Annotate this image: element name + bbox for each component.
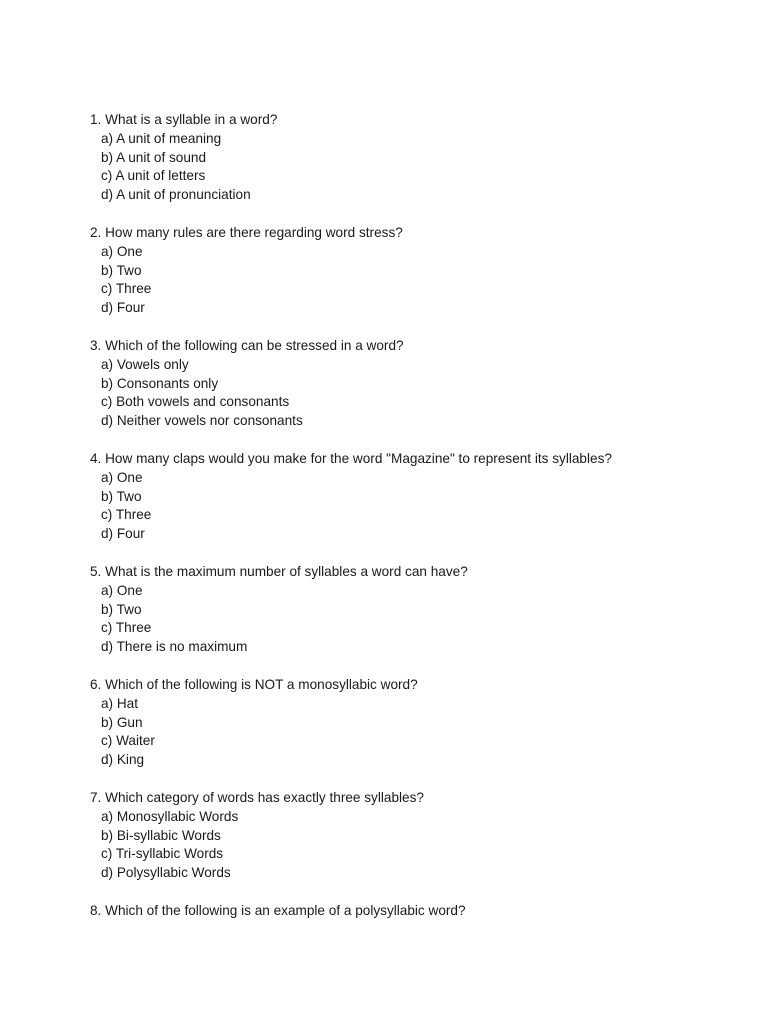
answer-option: b) Two [101,601,142,617]
question-text: 2. How many rules are there regarding word stress? [90,224,403,240]
answer-option: a) Hat [101,695,139,711]
question-6 [90,676,740,770]
answer-option: a) One [101,469,143,485]
answer-option: a) One [101,582,143,598]
question-5 [90,563,740,657]
question-8 [90,902,740,921]
quiz-document [90,111,740,940]
answer-option: c) Tri-syllabic Words [101,846,224,862]
answer-option: d) There is no maximum [101,639,248,655]
answer-option: b) Two [101,488,142,504]
answer-option: d) Four [101,300,145,316]
answer-option: b) A unit of sound [101,149,207,165]
answer-option: d) A unit of pronunciation [101,187,251,203]
question-text: 7. Which category of words has exactly three syllables? [90,789,424,805]
answer-option: c) A unit of letters [101,168,206,184]
question-text: 8. Which of the following is an example of a polysyllabic word? [90,902,466,918]
answer-option: d) Four [101,526,145,542]
answer-option: c) Three [101,281,152,297]
answer-option: b) Two [101,262,142,278]
question-7 [90,789,740,883]
question-text: 1. What is a syllable in a word? [90,112,278,127]
answer-option: c) Three [101,620,152,636]
answer-option: c) Waiter [101,733,155,749]
question-text: 3. Which of the following can be stressed in a word? [90,337,404,353]
answer-option: a) Monosyllabic Words [101,808,239,824]
answer-option: b) Gun [101,714,143,730]
question-text: 5. What is the maximum number of syllables a word can have? [90,563,468,579]
answer-option: d) King [101,752,145,768]
answer-option: b) Bi-syllabic Words [101,827,221,843]
question-text: 6. Which of the following is NOT a monosyllabic word? [90,676,418,692]
question-1 [90,111,740,205]
question-3 [90,337,740,431]
question-text: 4. How many claps would you make for the word "Magazine" to represent its syllables? [90,450,612,466]
answer-option: a) One [101,243,143,259]
question-4 [90,450,740,544]
answer-option: d) Neither vowels nor consonants [101,413,303,429]
answer-option: b) Consonants only [101,375,219,391]
answer-option: d) Polysyllabic Words [101,865,231,881]
answer-option: c) Three [101,507,152,523]
answer-option: c) Both vowels and consonants [101,394,290,410]
question-2 [90,224,740,318]
answer-option: a) A unit of meaning [101,130,222,146]
answer-option: a) Vowels only [101,356,189,372]
